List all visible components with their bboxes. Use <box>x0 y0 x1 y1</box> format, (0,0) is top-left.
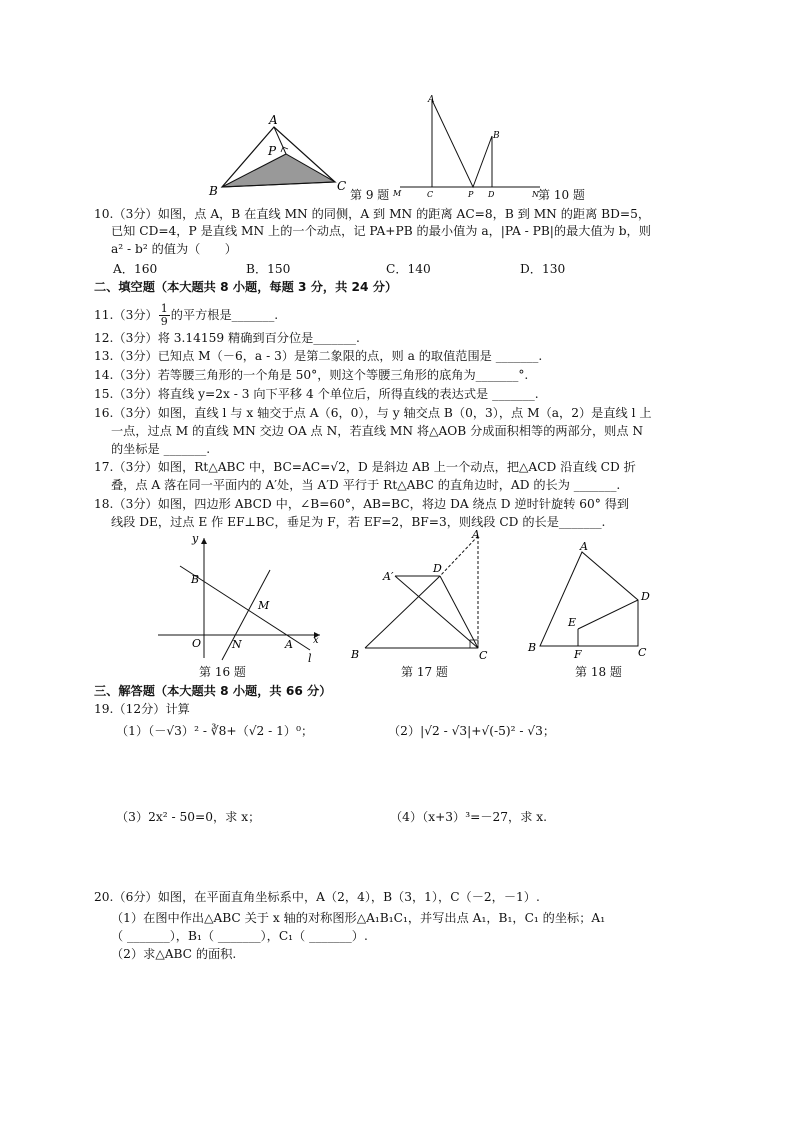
figure-18 <box>520 538 670 663</box>
section-2-heading: 二、填空题（本大题共 8 小题，每题 3 分，共 24 分） <box>94 280 398 294</box>
q17-line2: 叠，点 A 落在同一平面内的 A′处，当 A′D 平行于 Rt△ABC 的直角边时，AD 的长为 _______. <box>111 478 621 492</box>
q20-line1: 20.（6分）如图，在平面直角坐标系中，A（2，4），B（3，1），C（－2，－1）. <box>94 890 540 904</box>
q11-numerator: 1 <box>160 302 168 315</box>
q10-option-d: D．130 <box>520 262 566 276</box>
fig16-label-l: l <box>308 652 312 665</box>
section-3-heading: 三、解答题（本大题共 8 小题，共 66 分） <box>94 684 332 698</box>
q19-title: 19.（12分）计算 <box>94 702 190 716</box>
fig17-label-d: D <box>433 562 442 575</box>
q10-option-c: C．140 <box>386 262 431 276</box>
fig18-label-e: E <box>568 616 577 629</box>
fig9-label-c: C <box>337 179 347 193</box>
fig16-label-a: A <box>285 638 293 651</box>
fig18-label-a: A <box>580 540 588 553</box>
q10-option-a: A．160 <box>113 262 158 276</box>
fig10-caption: 第 10 题 <box>538 188 585 202</box>
q17-line1: 17.（3分）如图，Rt△ABC 中，BC=AC=√2，D 是斜边 AB 上一个动点，把△ACD 沿直线 CD 折 <box>94 460 636 474</box>
q20-line2: （1）在图中作出△ABC 关于 x 轴的对称图形△A₁B₁C₁，并写出点 A₁，B₁，C₁ 的坐标；A₁ <box>111 911 606 925</box>
fig16-label-n: N <box>232 638 242 651</box>
q10-option-b: B．150 <box>246 262 291 276</box>
figure-9 <box>200 112 360 198</box>
fig9-label-a: A <box>269 113 278 127</box>
fig10-label-n: N <box>532 190 539 199</box>
fig16-label-o: O <box>192 637 202 650</box>
q10-line2: 已知 CD=4，P 是直线 MN 上的一个动点，记 PA+PB 的最小值为 a，|PA - PB|的最大值为 b，则 <box>111 224 651 238</box>
q20-line3: （ _______），B₁（ _______），C₁（ _______）. <box>111 929 368 943</box>
q12: 12.（3分）将 3.14159 精确到百分位是_______. <box>94 331 360 345</box>
fig10-label-p: P <box>468 190 474 199</box>
fig17-caption: 第 17 题 <box>401 665 448 679</box>
figure-17 <box>345 528 505 664</box>
q15: 15.（3分）将直线 y=2x - 3 向下平移 4 个单位后，所得直线的表达式是 _______. <box>94 387 539 401</box>
fig9-caption: 第 9 题 <box>350 188 390 202</box>
q20-line4: （2）求△ABC 的面积. <box>111 947 237 961</box>
q11-denominator: 9 <box>160 315 168 328</box>
fig18-label-d: D <box>641 590 650 603</box>
fig10-label-d: D <box>488 190 495 199</box>
q16-line1: 16.（3分）如图，直线 l 与 x 轴交于点 A（6，0），与 y 轴交点 B（0，3），点 M（a，2）是直线 l 上 <box>94 406 652 420</box>
q19-part3: （3）2x² - 50=0，求 x； <box>116 810 261 824</box>
fig9-label-p: P <box>268 144 277 158</box>
q18-line1: 18.（3分）如图，四边形 ABCD 中，∠B=60°，AB=BC，将边 DA 绕点 D 逆时针旋转 60° 得到 <box>94 497 630 511</box>
fig16-caption: 第 16 题 <box>199 665 246 679</box>
q13: 13.（3分）已知点 M（－6，a - 3）是第二象限的点，则 a 的取值范围是 _______. <box>94 349 543 363</box>
q11-prefix: 11.（3分） <box>94 308 158 322</box>
q16-line2: 一点，过点 M 的直线 MN 交边 OA 点 N，若直线 MN 将△AOB 分成面积相等的两部分，则点 N <box>111 424 644 438</box>
fig16-label-y: y <box>192 532 199 545</box>
q19-part4: （4）（x+3）³=－27，求 x. <box>390 810 548 824</box>
q14: 14.（3分）若等腰三角形的一个角是 50°，则这个等腰三角形的底角为_______°. <box>94 368 529 382</box>
fig17-label-b: B <box>351 648 360 661</box>
fig16-label-m: M <box>258 599 270 612</box>
q19-part2: （2）|√2 - √3|+√(-5)² - √3； <box>388 724 556 738</box>
fig17-label-a: A <box>472 528 480 541</box>
fig18-caption: 第 18 题 <box>575 665 622 679</box>
q16-line3: 的坐标是 _______. <box>111 442 211 456</box>
fig18-label-b: B <box>528 641 537 654</box>
q10-line1: 10.（3分）如图，点 A，B 在直线 MN 的同侧，A 到 MN 的距离 AC=8，B 到 MN 的距离 BD=5， <box>94 207 651 221</box>
fig18-label-f: F <box>574 648 582 661</box>
q19-part1: （1）（－√3）² - ∛8+（√2 - 1）⁰； <box>116 724 314 738</box>
fig18-label-c: C <box>638 646 647 659</box>
fig9-label-b: B <box>209 184 218 198</box>
fig16-label-x: x <box>313 635 319 646</box>
fig10-label-c: C <box>427 190 434 199</box>
fig10-label-b: B <box>493 131 500 141</box>
fig17-label-c: C <box>479 649 488 662</box>
q11-suffix: 的平方根是_______. <box>170 308 279 322</box>
q11 <box>94 303 714 328</box>
q18-line2: 线段 DE，过点 E 作 EF⊥BC，垂足为 F，若 EF=2，BF=3，则线段 CD 的长是_______. <box>111 515 606 529</box>
fig10-label-m: M <box>393 189 402 198</box>
q10-line3: a² - b² 的值为（ ） <box>111 242 237 256</box>
figure-16 <box>150 530 330 665</box>
fig10-label-a: A <box>428 95 435 105</box>
fig17-label-a-prime: A′ <box>383 570 394 583</box>
fig16-label-b: B <box>191 573 200 586</box>
shaded-triangle <box>222 154 335 187</box>
